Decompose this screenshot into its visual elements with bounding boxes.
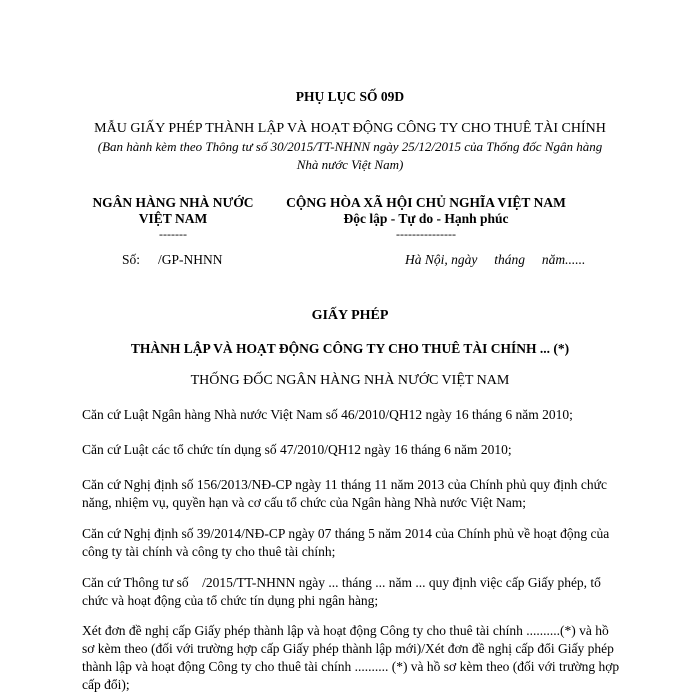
paragraph-6: Xét đơn đề nghị cấp Giấy phép thành lập và hoạt động Công ty cho thuê tài chính ..........(*) và hồ sơ kèm theo (đối với trường hợp cấp Giấy phép thành lập mới)/Xét đơn đề nghị cấp đổi Giấy phép thành lập và hoạt động Công ty cho thuê tài chính .......... (*) và hồ sơ kèm theo (đối với trường hợp cấp đổi); xyxy=(82,623,620,692)
national-motto: Độc lập - Tự do - Hạnh phúc xyxy=(343,211,509,226)
doc-title: GIẤY PHÉP xyxy=(311,308,389,323)
paragraph-4: Căn cứ Nghị định số 39/2014/NĐ-CP ngày 07 tháng 5 năm 2014 của Chính phủ về hoạt động của công ty tài chính và công ty cho thuê tài chính; xyxy=(82,526,610,559)
form-title: MẪU GIẤY PHÉP THÀNH LẬP VÀ HOẠT ĐỘNG CÔNG TY CHO THUÊ TÀI CHÍNH xyxy=(94,121,606,136)
org-name-line2: VIỆT NAM xyxy=(138,211,208,226)
issued-note-line1: (Ban hành kèm theo Thông tư số 30/2015/TT-NHNN ngày 25/12/2015 của Thống đốc Ngân hàng xyxy=(97,139,603,154)
paragraph-5: Căn cứ Thông tư số /2015/TT-NHNN ngày ... tháng ... năm ... quy định việc cấp Giấy phép, tổ chức và hoạt động của tổ chức tín dụng phi ngân hàng; xyxy=(82,575,605,608)
paragraph-1: Căn cứ Luật Ngân hàng Nhà nước Việt Nam số 46/2010/QH12 ngày 16 tháng 6 năm 2010; xyxy=(82,407,573,422)
paragraph-3: Căn cứ Nghị định số 156/2013/NĐ-CP ngày 11 tháng 11 năm 2013 của Chính phủ quy định chức năng, nhiệm vụ, quyền hạn và cơ cấu tổ chức của Ngân hàng Nhà nước Việt Nam; xyxy=(82,477,607,510)
issued-note-line2: Nhà nước Việt Nam) xyxy=(296,157,404,172)
right-divider: --------------- xyxy=(396,227,456,241)
left-divider: ------- xyxy=(159,227,187,241)
number-value: /GP-NHNN xyxy=(158,252,223,267)
country-name: CỘNG HÒA XÃ HỘI CHỦ NGHĨA VIỆT NAM xyxy=(286,195,566,210)
org-name-line1: NGÂN HÀNG NHÀ NƯỚC xyxy=(92,195,254,210)
number-label: Số: xyxy=(122,252,141,267)
appendix-number: PHỤ LỤC SỐ 09D xyxy=(295,89,405,104)
doc-subtitle: THÀNH LẬP VÀ HOẠT ĐỘNG CÔNG TY CHO THUÊ TÀI CHÍNH ... (*) xyxy=(130,341,570,356)
place-date: Hà Nội, ngày tháng năm...... xyxy=(405,252,586,267)
issuing-authority: THỐNG ĐỐC NGÂN HÀNG NHÀ NƯỚC VIỆT NAM xyxy=(190,373,510,388)
paragraph-2: Căn cứ Luật các tổ chức tín dụng số 47/2010/QH12 ngày 16 tháng 6 năm 2010; xyxy=(82,442,512,457)
